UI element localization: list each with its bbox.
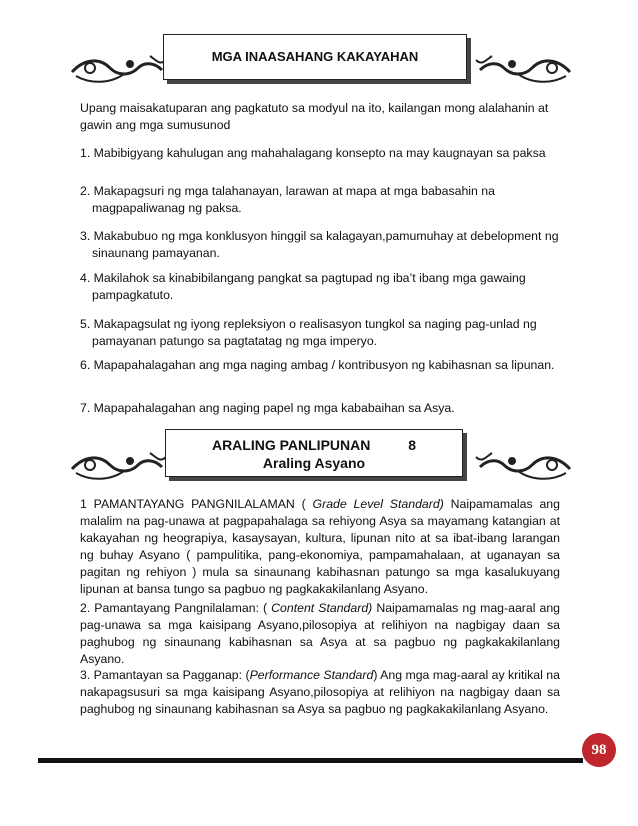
standard-type: Content Standard) — [271, 601, 373, 615]
list-item: 4. Makilahok sa kinabibilangang pangkat sa pagtupad ng iba’t ibang mga gawaing pampagkatuto. — [80, 271, 526, 302]
subject-title: ARALING PANLIPUNAN — [211, 437, 371, 453]
standard-paragraph-3 — [80, 667, 560, 718]
standard-prefix: 2. Pamantayang Pangnilalaman: ( — [80, 601, 272, 615]
section-banner-kakayahan — [60, 32, 580, 102]
standard-body: ) Ang mga mag-aaral ay kritikal na nakapagsusuri sa mga kaisipang Asyano,pilosopiya at relihiyon na nagbigay daan sa paghubog ng sinaunang kabihasnan sa Asya sa pagbuo ng pagkakakilanlang Asyano. — [80, 668, 560, 716]
list-item: 2. Makapagsuri ng mga talahanayan, larawan at mapa at mga babasahin na magpapaliwanag ng paksa. — [80, 184, 495, 215]
list-item: 3. Makabubuo ng mga konklusyon hinggil sa kalagayan,pamumuhay at debelopment ng sinaunang pamayanan. — [80, 229, 559, 260]
intro-paragraph — [80, 100, 560, 134]
list-item: 7. Mapapahalagahan ang naging papel ng mga kababaihan sa Asya. — [80, 401, 455, 415]
standard-paragraph-1 — [80, 496, 560, 598]
section-banner-araling-panlipunan — [60, 427, 580, 497]
banner-title-box — [165, 429, 463, 477]
standard-prefix: 3. Pamantayan sa Pagganap: ( — [80, 668, 250, 682]
standard-paragraph-2 — [80, 600, 560, 668]
banner-title-box — [163, 34, 467, 80]
list-item: 1. Mabibigyang kahulugan ang mahahalagang konsepto na may kaugnayan sa paksa — [80, 146, 546, 160]
standard-prefix: 1 PAMANTAYANG PANGNILALAMAN ( — [80, 497, 313, 511]
grade-number: 8 — [408, 437, 417, 453]
standard-type: Performance Standard — [249, 668, 374, 682]
banner-title-line — [166, 436, 462, 454]
left-flourish-ornament — [70, 50, 170, 90]
left-flourish-ornament — [70, 447, 170, 487]
right-flourish-ornament — [472, 50, 572, 90]
subject-subtitle: Araling Asyano — [262, 455, 366, 471]
footer-rule — [38, 758, 583, 763]
page-number-badge: 98 — [582, 733, 616, 767]
list-item: 6. Mapapahalagahan ang mga naging ambag / kontribusyon ng kabihasnan sa lipunan. — [80, 358, 555, 372]
intro-line: Upang maisakatuparan ang pagkatuto sa modyul na ito, kailangan mong alalahanin at — [80, 101, 549, 115]
standard-body: Naipamamalas ng mag-aaral ang pag-unawa sa mga kaisipang Asyano,pilosopiya at relihiyon na nagbigay daan sa paghubog ng sinaunang kabihasnan sa Asya at sa pagbuo ng pagkakakilanlang Asyano. — [80, 601, 561, 666]
right-flourish-ornament — [472, 447, 572, 487]
banner-title: MGA INAASAHANG KAKAYAHAN — [211, 49, 419, 64]
intro-line: gawin ang mga sumusunod — [80, 118, 231, 132]
list-item: 5. Makapagsulat ng iyong repleksiyon o realisasyon tungkol sa naging pag-unlad ng pamayanan patungo sa pagtatatag ng mga imperyo. — [80, 317, 537, 348]
standard-type: Grade Level Standard) — [312, 497, 444, 511]
standard-body: Naipamamalas ang malalim na pag-unawa at pagpapahalaga sa rehiyong Asya sa mayamang katangian at kakayahan ng heograpiya, kasaysayan, kultura, lipunan nito at sa ibat-ibang larangan ng buhay Asyano ( pampulitika, pang-ekonomiya, pampamahalaan, at uganayan sa pagitan ng rehiyon ) mula sa sinaunang kabihasnan patungo sa mga kasalukuyang lipunan at bansa tungo sa pagbuo ng pagkakakilanlang Asyano. — [80, 497, 560, 596]
